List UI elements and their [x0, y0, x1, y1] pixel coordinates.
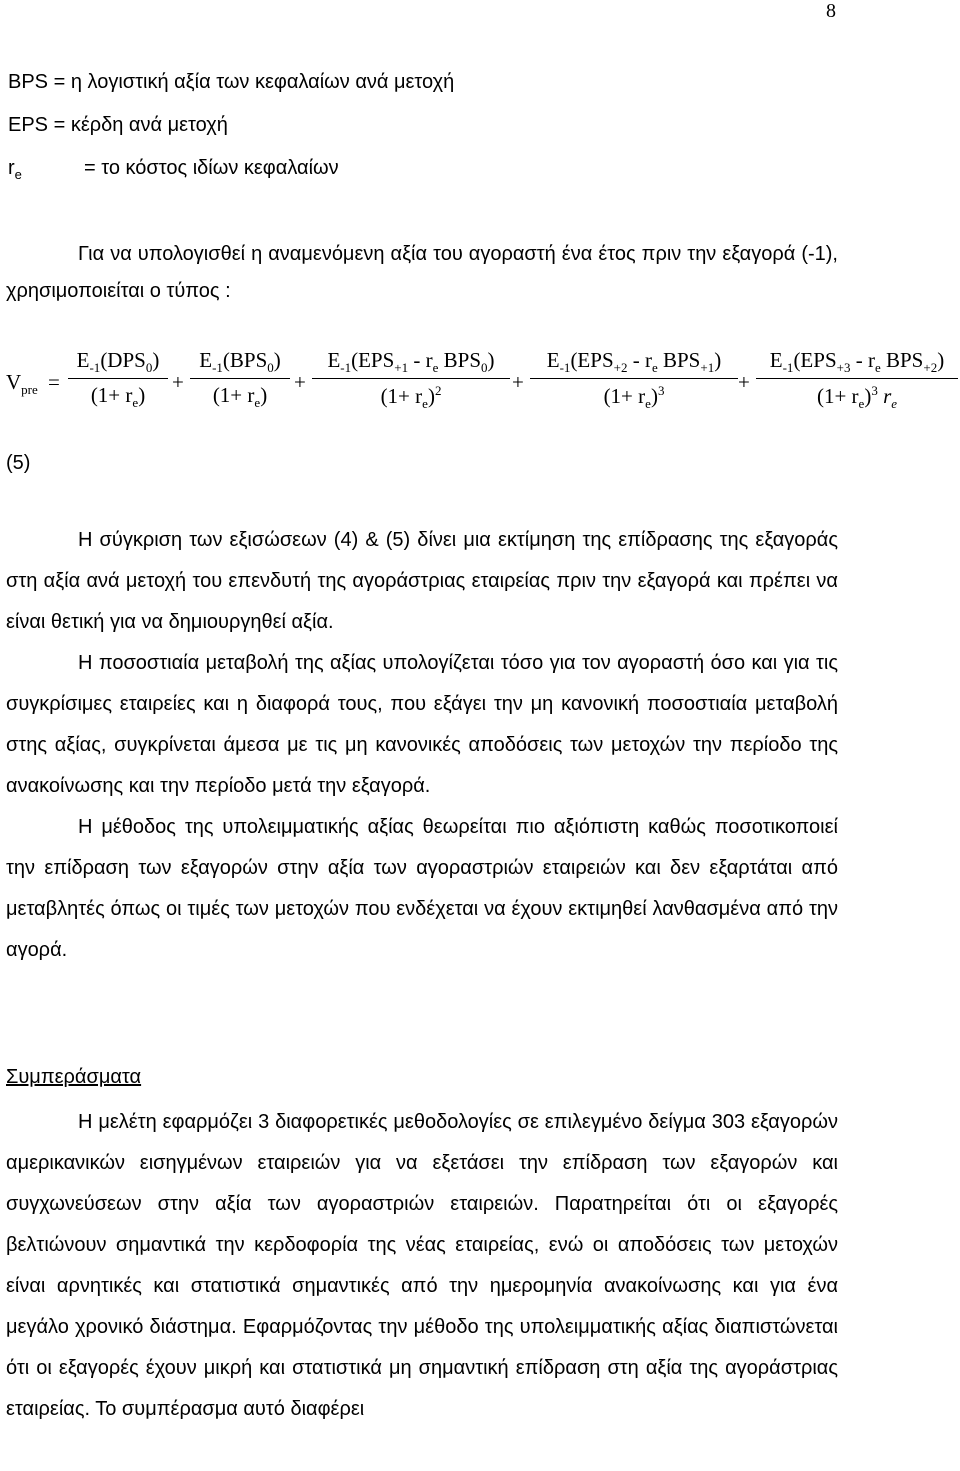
term-1-bar [68, 378, 168, 379]
term-2-bar [190, 378, 290, 379]
term-2-numerator: $E_{-1}(BPS_0)$ [199, 348, 281, 375]
term-sub: e [14, 167, 22, 182]
term-1-numerator: $E_{-1}(DPS_0)$ [76, 348, 160, 375]
term-5-bar [756, 378, 958, 379]
plus-sign-3: + [512, 370, 524, 394]
intro-paragraph [6, 236, 838, 310]
paragraph-comparison: Η σύγκριση των εξισώσεων (4) & (5) δίνει μια εκτίμηση της επίδρασης της εξαγοράς στη αξία ανά μετοχή του επενδυτή της αγοράστριας εταιρείας πριν την εξαγορά και πρέπει να είναι θετική για να δημιουργηθεί αξία. [6, 529, 838, 633]
term-3-numerator: $E_{-1}(EPS_{+1} - r_e$ $BPS_0$) [327, 348, 495, 375]
term-4-bar [530, 378, 738, 379]
definition-term [8, 154, 84, 189]
term-4-numerator: $E_{-1}(EPS_{+2} - r_e$ $BPS_{+1}$) [546, 348, 722, 375]
term-3-bar [312, 378, 510, 379]
term-2-denominator: $(1+ r_e)$ [212, 383, 268, 410]
term-r: r [8, 157, 15, 179]
conclusions-paragraph [6, 1102, 838, 1430]
definition-bps: BPS = η λογιστική αξία των κεφαλαίων ανά μετοχή [8, 71, 455, 93]
term-4 [530, 348, 738, 412]
term-2 [190, 348, 290, 411]
term-5-numerator: $E_{-1}(EPS_{+3} - r_e$ $BPS_{+2}$) [769, 348, 945, 375]
term-1 [68, 348, 168, 411]
lhs-sub: pre [21, 382, 38, 397]
term-1-denominator: $(1+ r_e)$ [90, 383, 146, 410]
lhs-v: V [6, 370, 22, 394]
definition-eps: EPS = κέρδη ανά μετοχή [8, 114, 228, 136]
plus-sign-4: + [738, 370, 750, 394]
paragraph-conclusions: Η μελέτη εφαρμόζει 3 διαφορετικές μεθοδολογίες σε επιλεγμένο δείγμα 303 εξαγορών αμερικανικών εισηγμένων εταιρειών για να εξετάσει την επίδραση των εξαγορών και συγχωνεύσεων στην αξία των αγοραστριών εταιρειών. Παρατηρείται ότι οι εξαγορές βελτιώνουν σημαντικά την κερδοφορία της νέας εταιρείας, ενώ οι αποδόσεις των μετοχών είναι αρνητικές και στατιστικά σημαντικές από την ημερομηνία ανακοίνωσης και για ένα μεγάλο χρονικό διάστημα. Εφαρμόζοντας την μέθοδο της υπολειμματικής αξίας διαπιστώνεται ότι οι εξαγορές έχουν μικρή και στατιστικά μη σημαντική επίδραση στη αξία της αγοράστριας εταιρείας. Το συμπέρασμα αυτό διαφέρει [6, 1111, 838, 1420]
section-heading: Συμπεράσματα [6, 1066, 142, 1088]
paragraph-percentage-change: Η ποσοστιαία μεταβολή της αξίας υπολογίζεται τόσο για τον αγοραστή όσο και για τις συγκρίσιμες εταιρείες και η διαφορά τους, που εξάγει την μη κανονική ποσοστιαία μεταβολή στης αξίας, συγκρίνεται άμεσα με τις μη κανονικές αποδόσεις των μετοχών την περίοδο της ανακοίνωσης και την περίοδο μετά την εξαγορά. [6, 652, 838, 797]
term-5 [756, 348, 958, 412]
page-number: 8 [826, 0, 836, 22]
equation-number: (5) [6, 452, 31, 474]
formula-lhs [6, 370, 38, 398]
term-3 [312, 348, 510, 412]
plus-sign-2: + [294, 370, 306, 394]
body-paragraphs-a [6, 520, 838, 971]
formula-vpre [0, 340, 960, 440]
plus-sign-1: + [172, 370, 184, 394]
definition-re [8, 154, 339, 182]
term-3-denominator: $(1+ r_e)^2$ [380, 383, 442, 411]
paragraph-residual-value: Η μέθοδος της υπολειμματικής αξίας θεωρείται πιο αξιόπιστη καθώς ποσοτικοποιεί την επίδραση των εξαγορών στην αξία των αγοραστριών εταιρειών και δεν εξαρτάται από μεταβλητές όπως οι τιμές των μετοχών που ενδέχεται να έχουν εκτιμηθεί λανθασμένα από την αγορά. [6, 816, 838, 961]
term-4-denominator: $(1+ r_e)^3$ [603, 383, 665, 411]
definition-text: = το κόστος ιδίων κεφαλαίων [84, 157, 339, 179]
equals-sign: = [48, 370, 60, 394]
term-5-denominator: $(1+ r_e)^3$ $r_e$ [816, 383, 898, 411]
intro-text: Για να υπολογισθεί η αναμενόμενη αξία του αγοραστή ένα έτος πριν την εξαγορά (-1), χρησιμοποιείται ο τύπος : [6, 243, 838, 302]
